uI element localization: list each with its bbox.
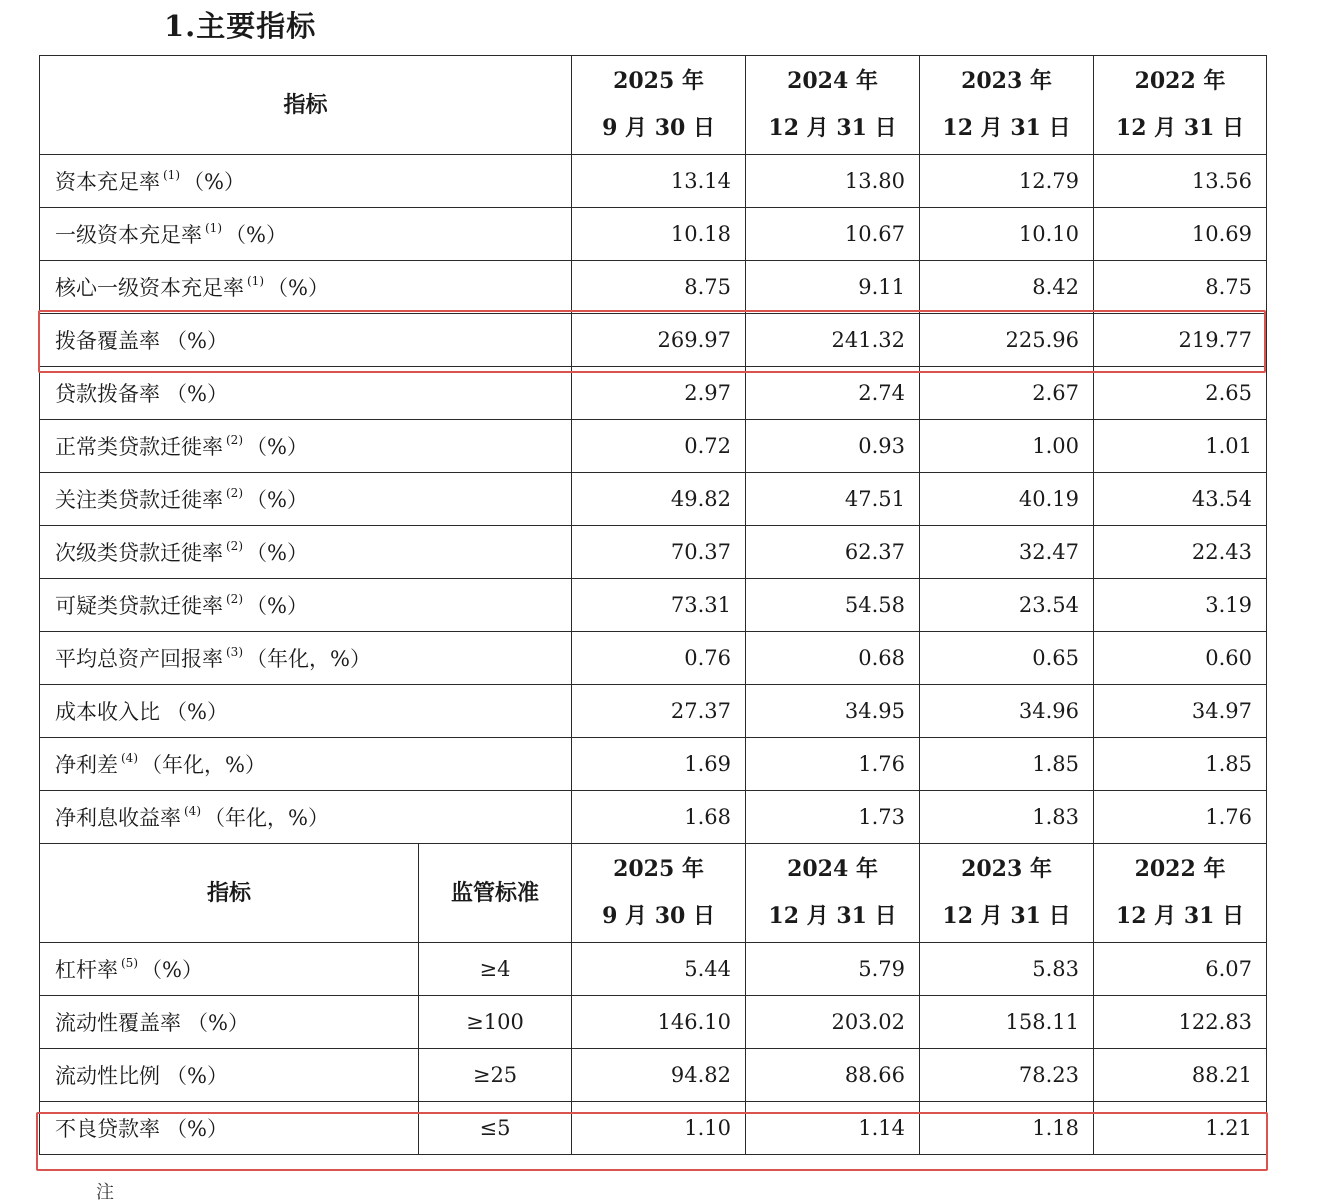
value-cell: 5.83 — [920, 943, 1094, 996]
column-year: 2023 年 — [961, 856, 1052, 882]
indicator-label-cell — [40, 791, 572, 844]
footnote-ref: (3) — [226, 645, 243, 659]
value-cell: 1.76 — [1094, 791, 1267, 844]
key-indicators-table — [39, 55, 1267, 1155]
footnote-ref: (1) — [205, 221, 222, 235]
indicator-label-cell — [40, 526, 572, 579]
indicator-label-cell — [40, 1049, 419, 1102]
value-cell: 1.14 — [746, 1102, 920, 1155]
value-cell: 32.47 — [920, 526, 1094, 579]
indicator-label-cell — [40, 1102, 419, 1155]
value-cell: 10.67 — [746, 208, 920, 261]
column-header-date — [572, 844, 746, 943]
footnote-ref: (2) — [226, 486, 243, 500]
column-header-date — [1094, 56, 1267, 155]
value-cell: 13.14 — [572, 155, 746, 208]
column-year: 2023 年 — [961, 68, 1052, 94]
value-cell: 34.97 — [1094, 685, 1267, 738]
column-date: 12 月 31 日 — [942, 903, 1071, 929]
indicator-unit: （%） — [166, 1064, 228, 1088]
table-row — [40, 685, 1267, 738]
value-cell: 8.42 — [920, 261, 1094, 314]
value-cell: 2.67 — [920, 367, 1094, 420]
column-date: 12 月 31 日 — [768, 903, 897, 929]
table-row — [40, 314, 1267, 367]
column-date: 12 月 31 日 — [1115, 903, 1245, 929]
indicator-name: 核心一级资本充足率 — [55, 276, 244, 300]
indicator-name: 一级资本充足率 — [55, 223, 202, 247]
indicator-name: 正常类贷款迁徙率 — [55, 435, 223, 459]
indicator-unit: （%） — [166, 700, 228, 724]
indicator-label-cell — [40, 367, 572, 420]
value-cell: 54.58 — [746, 579, 920, 632]
indicator-unit: （%） — [166, 382, 228, 406]
value-cell: 1.76 — [746, 738, 920, 791]
column-date: 12 月 31 日 — [768, 115, 897, 141]
value-cell: 23.54 — [920, 579, 1094, 632]
indicator-name: 流动性覆盖率 — [55, 1011, 181, 1035]
value-cell: 12.79 — [920, 155, 1094, 208]
footnote-ref: (2) — [226, 592, 243, 606]
indicator-label-cell — [40, 314, 572, 367]
table-row — [40, 579, 1267, 632]
footnote-ref: (5) — [121, 956, 138, 970]
value-cell: 225.96 — [920, 314, 1094, 367]
table-row — [40, 632, 1267, 685]
indicator-unit: （%） — [267, 276, 329, 300]
value-cell: 47.51 — [746, 473, 920, 526]
indicator-name: 可疑类贷款迁徙率 — [55, 594, 223, 618]
regulatory-standard-cell: ≥25 — [419, 1049, 572, 1102]
indicator-name: 净利息收益率 — [55, 806, 181, 830]
table-row — [40, 1049, 1267, 1102]
value-cell: 8.75 — [1094, 261, 1267, 314]
footnote-stub: 注 — [96, 1182, 114, 1203]
value-cell: 88.21 — [1094, 1049, 1267, 1102]
value-cell: 0.65 — [920, 632, 1094, 685]
footnote-ref: (1) — [163, 168, 180, 182]
value-cell: 13.80 — [746, 155, 920, 208]
value-cell: 73.31 — [572, 579, 746, 632]
value-cell: 6.07 — [1094, 943, 1267, 996]
value-cell: 0.68 — [746, 632, 920, 685]
value-cell: 1.85 — [920, 738, 1094, 791]
footnote-ref: (1) — [247, 274, 264, 288]
indicator-name: 杠杆率 — [55, 958, 118, 982]
value-cell: 9.11 — [746, 261, 920, 314]
regulatory-standard-header: 监管标准 — [419, 844, 572, 943]
column-header-date — [572, 56, 746, 155]
indicator-label-cell — [40, 685, 572, 738]
value-cell: 2.65 — [1094, 367, 1267, 420]
indicator-name: 关注类贷款迁徙率 — [55, 488, 223, 512]
value-cell: 10.69 — [1094, 208, 1267, 261]
column-header-date — [746, 844, 920, 943]
value-cell: 219.77 — [1094, 314, 1267, 367]
value-cell: 10.18 — [572, 208, 746, 261]
indicator-unit: （%） — [225, 223, 287, 247]
table-row — [40, 1102, 1267, 1155]
table-row — [40, 155, 1267, 208]
table-row — [40, 420, 1267, 473]
value-cell: 241.32 — [746, 314, 920, 367]
indicator-unit: （%） — [246, 488, 308, 512]
value-cell: 1.69 — [572, 738, 746, 791]
value-cell: 94.82 — [572, 1049, 746, 1102]
table-row — [40, 526, 1267, 579]
table-row — [40, 473, 1267, 526]
indicator-unit: （%） — [246, 541, 308, 565]
value-cell: 34.96 — [920, 685, 1094, 738]
value-cell: 27.37 — [572, 685, 746, 738]
value-cell: 158.11 — [920, 996, 1094, 1049]
regulatory-standard-cell: ≥4 — [419, 943, 572, 996]
indicator-unit: （%） — [187, 1011, 249, 1035]
value-cell: 70.37 — [572, 526, 746, 579]
value-cell: 43.54 — [1094, 473, 1267, 526]
indicator-name: 不良贷款率 — [55, 1117, 160, 1141]
indicator-unit: （%） — [246, 435, 308, 459]
indicator-name: 次级类贷款迁徙率 — [55, 541, 223, 565]
value-cell: 5.79 — [746, 943, 920, 996]
indicator-unit: （年化，%） — [141, 753, 266, 777]
table-header-row — [40, 56, 1267, 155]
value-cell: 88.66 — [746, 1049, 920, 1102]
table-row — [40, 367, 1267, 420]
value-cell: 78.23 — [920, 1049, 1094, 1102]
indicator-label-cell — [40, 208, 572, 261]
value-cell: 22.43 — [1094, 526, 1267, 579]
column-year: 2022 年 — [1134, 68, 1226, 94]
value-cell: 0.60 — [1094, 632, 1267, 685]
value-cell: 1.83 — [920, 791, 1094, 844]
value-cell: 0.72 — [572, 420, 746, 473]
indicator-unit: （%） — [166, 1117, 228, 1141]
footnote-ref: (4) — [184, 804, 201, 818]
indicator-name: 拨备覆盖率 — [55, 329, 160, 353]
table-row — [40, 943, 1267, 996]
indicator-header: 指标 — [40, 56, 572, 155]
indicator-name: 成本收入比 — [55, 700, 160, 724]
regulatory-standard-cell: ≤5 — [419, 1102, 572, 1155]
value-cell: 8.75 — [572, 261, 746, 314]
value-cell: 10.10 — [920, 208, 1094, 261]
column-header-date — [1094, 844, 1267, 943]
indicator-name: 流动性比例 — [55, 1064, 160, 1088]
indicator-unit: （%） — [166, 329, 228, 353]
column-year: 2022 年 — [1134, 856, 1226, 882]
value-cell: 49.82 — [572, 473, 746, 526]
column-year: 2024 年 — [787, 856, 878, 882]
indicator-label-cell — [40, 261, 572, 314]
value-cell: 269.97 — [572, 314, 746, 367]
column-header-date — [920, 844, 1094, 943]
value-cell: 1.73 — [746, 791, 920, 844]
column-year: 2025 年 — [613, 68, 704, 94]
value-cell: 1.85 — [1094, 738, 1267, 791]
table-row — [40, 208, 1267, 261]
value-cell: 62.37 — [746, 526, 920, 579]
value-cell: 1.01 — [1094, 420, 1267, 473]
footnote-ref: (4) — [121, 751, 138, 765]
indicator-label-cell — [40, 996, 419, 1049]
value-cell: 1.18 — [920, 1102, 1094, 1155]
indicator-unit: （%） — [183, 170, 245, 194]
column-header-date — [746, 56, 920, 155]
table-header-row — [40, 844, 1267, 943]
column-year: 2025 年 — [613, 856, 704, 882]
indicator-name: 平均总资产回报率 — [55, 647, 223, 671]
regulatory-standard-cell: ≥100 — [419, 996, 572, 1049]
value-cell: 3.19 — [1094, 579, 1267, 632]
value-cell: 34.95 — [746, 685, 920, 738]
indicator-unit: （%） — [246, 594, 308, 618]
indicator-header: 指标 — [40, 844, 419, 943]
value-cell: 0.93 — [746, 420, 920, 473]
value-cell: 1.21 — [1094, 1102, 1267, 1155]
indicator-label-cell — [40, 579, 572, 632]
value-cell: 2.74 — [746, 367, 920, 420]
column-year: 2024 年 — [787, 68, 878, 94]
value-cell: 1.10 — [572, 1102, 746, 1155]
indicator-unit: （年化，%） — [246, 647, 371, 671]
indicator-label-cell — [40, 738, 572, 791]
footnote-ref: (2) — [226, 433, 243, 447]
value-cell: 1.00 — [920, 420, 1094, 473]
value-cell: 146.10 — [572, 996, 746, 1049]
indicator-label-cell — [40, 943, 419, 996]
indicator-label-cell — [40, 473, 572, 526]
indicator-name: 资本充足率 — [55, 170, 160, 194]
column-date: 9 月 30 日 — [602, 903, 715, 929]
indicator-unit: （%） — [141, 958, 203, 982]
value-cell: 122.83 — [1094, 996, 1267, 1049]
indicator-label-cell — [40, 420, 572, 473]
table-row — [40, 261, 1267, 314]
section-title: 1.主要指标 — [164, 9, 317, 43]
column-date: 12 月 31 日 — [942, 115, 1071, 141]
value-cell: 5.44 — [572, 943, 746, 996]
indicator-name: 贷款拨备率 — [55, 382, 160, 406]
value-cell: 13.56 — [1094, 155, 1267, 208]
column-date: 9 月 30 日 — [602, 115, 715, 141]
table-row — [40, 738, 1267, 791]
value-cell: 1.68 — [572, 791, 746, 844]
table-row — [40, 996, 1267, 1049]
value-cell: 203.02 — [746, 996, 920, 1049]
indicator-label-cell — [40, 632, 572, 685]
footnote-ref: (2) — [226, 539, 243, 553]
table-row — [40, 791, 1267, 844]
value-cell: 40.19 — [920, 473, 1094, 526]
value-cell: 0.76 — [572, 632, 746, 685]
indicator-unit: （年化，%） — [204, 806, 329, 830]
column-header-date — [920, 56, 1094, 155]
value-cell: 2.97 — [572, 367, 746, 420]
column-date: 12 月 31 日 — [1115, 115, 1245, 141]
indicator-label-cell — [40, 155, 572, 208]
indicator-name: 净利差 — [55, 753, 118, 777]
